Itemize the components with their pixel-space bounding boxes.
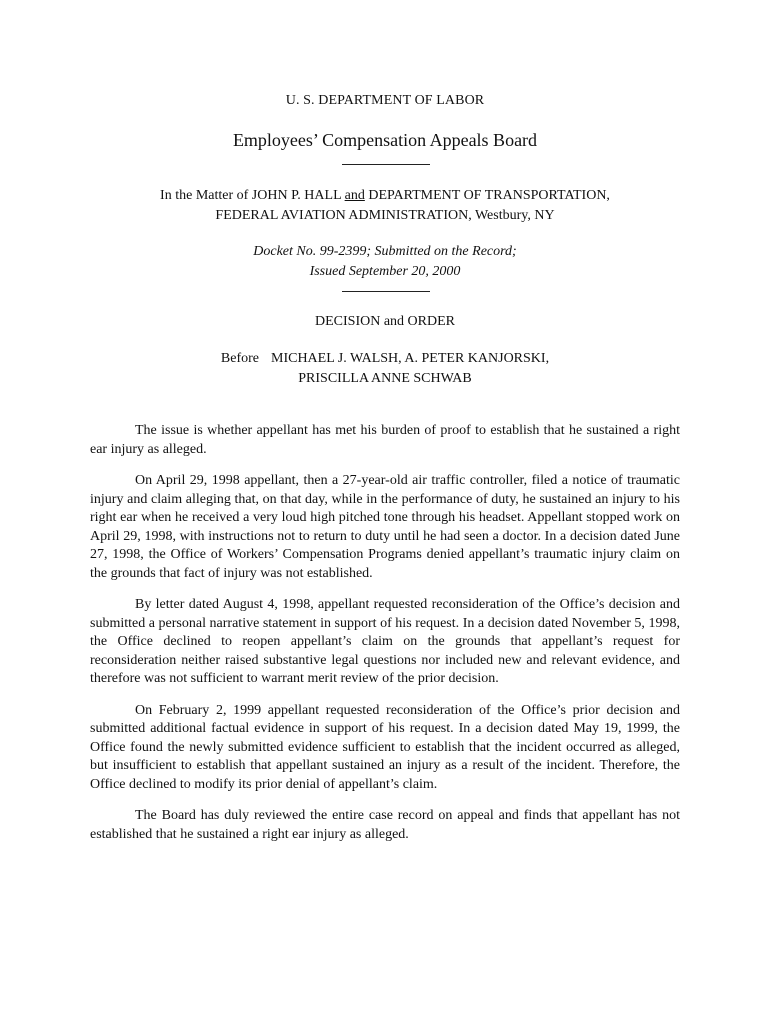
decision-body [90, 422, 680, 857]
caption-prefix: In the Matter of JOHN P. HALL [160, 188, 345, 203]
title-divider [342, 164, 430, 165]
panel-lead: Before [220, 351, 259, 366]
panel-names-1: MICHAEL J. WALSH, A. PETER KANJORSKI, [271, 351, 550, 366]
agency-heading: U. S. DEPARTMENT OF LABOR [285, 93, 485, 108]
body-paragraph: By letter dated August 4, 1998, appellant requested reconsideration of the Office’s decision and submitted a personal narrative statement in support of his request. In a decision dated November 5, 1998, the Office declined to reopen appellant’s claim on the grounds that appellant’s request for reconsideration neither raised substantive legal questions nor included new and relevant evidence, and therefore was not sufficient to warrant merit review of the prior decision. [90, 597, 680, 686]
body-paragraph: On April 29, 1998 appellant, then a 27-year-old air traffic controller, filed a notice of traumatic injury and claim alleging that, on that day, while in the performance of duty, he sustained an injury to his right ear when he received a very loud high pitched tone through his headset. Appellant stopped work on April 29, 1998, with instructions not to return to duty until he had seen a doctor. In a decision dated June 27, 1998, the Office of Workers’ Compensation Programs denied appellant’s traumatic injury claim on the grounds that fact of injury was not established. [90, 473, 680, 581]
docket-divider [342, 291, 430, 292]
docket-line-2: Issued September 20, 2000 [309, 264, 461, 279]
case-caption [80, 186, 690, 226]
docket-info [80, 242, 690, 282]
board-title: Employees’ Compensation Appeals Board [232, 130, 538, 150]
panel-members [80, 349, 690, 389]
caption-conjunction: and [344, 188, 365, 203]
body-paragraph: The Board has duly reviewed the entire case record on appeal and finds that appellant has not established that he sustained a right ear injury as alleged. [90, 808, 680, 842]
body-paragraph: On February 2, 1999 appellant requested reconsideration of the Office’s prior decision and submitted additional factual evidence in support of his request. In a decision dated May 19, 1999, the Office found the newly submitted evidence sufficient to establish that the incident occurred as alleged, but insufficient to establish that appellant sustained an injury as a result of the incident. Therefore, the Office declined to modify its prior denial of appellant’s claim. [90, 702, 680, 792]
panel-line-1 [80, 349, 690, 369]
body-paragraph: The issue is whether appellant has met his burden of proof to establish that he sustained a right ear injury as alleged. [90, 423, 680, 457]
case-caption-line-1 [80, 186, 690, 206]
case-caption-line-2: FEDERAL AVIATION ADMINISTRATION, Westbury, NY [215, 208, 555, 223]
decision-title: DECISION and ORDER [315, 314, 455, 329]
caption-suffix: DEPARTMENT OF TRANSPORTATION, [364, 188, 610, 203]
panel-names-2: PRISCILLA ANNE SCHWAB [298, 371, 472, 386]
docket-line-1: Docket No. 99-2399; Submitted on the Record; [253, 244, 517, 259]
